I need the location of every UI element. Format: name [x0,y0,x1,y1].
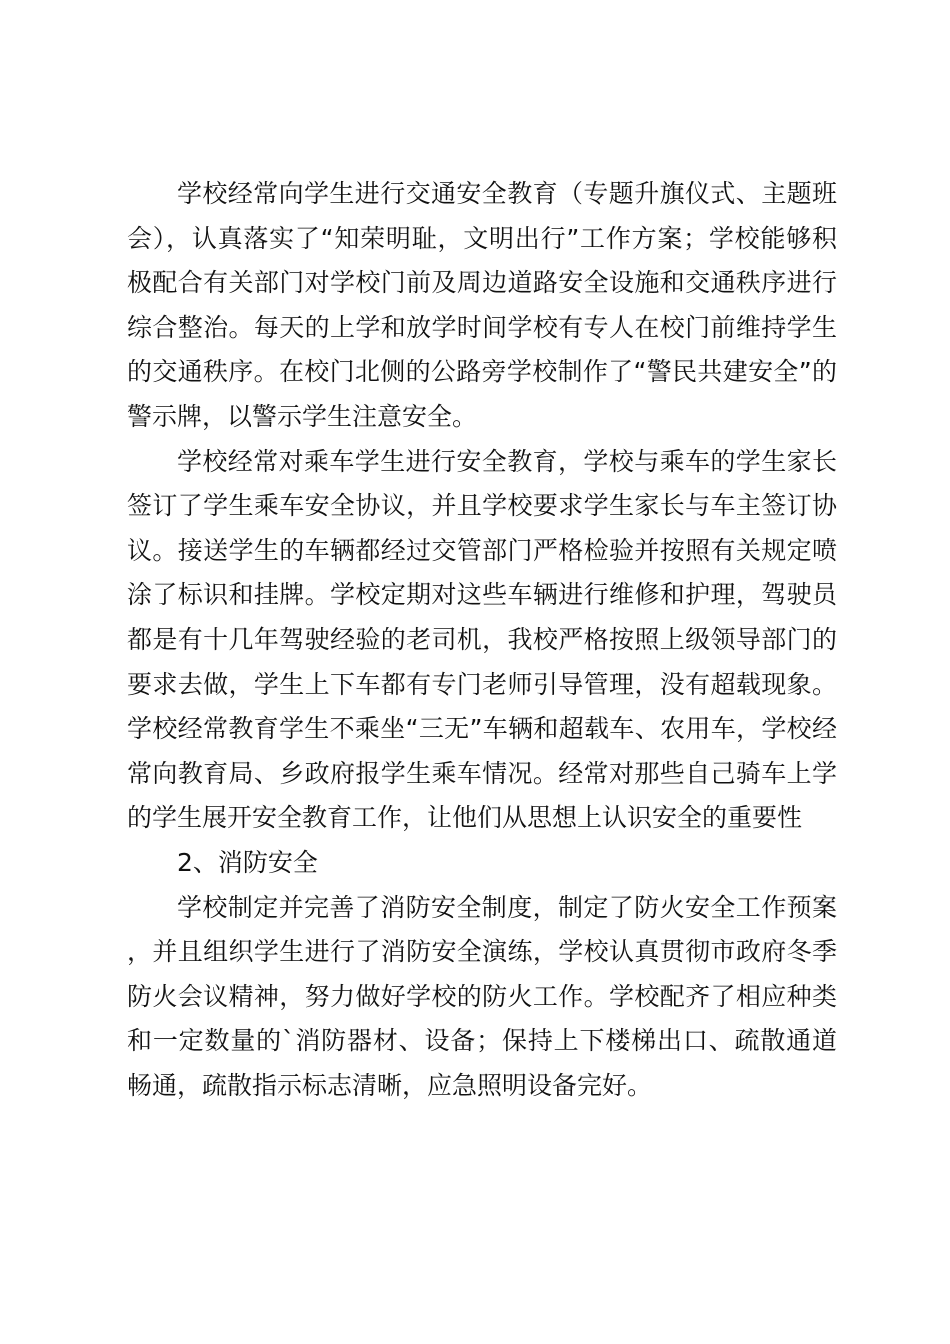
paragraph-fire-safety: 学校制定并完善了消防安全制度，制定了防火安全工作预案，并且组织学生进行了消防安全演练，学校认真贯彻市政府冬季防火会议精神，努力做好学校的防火工作。学校配齐了相应种类和一定数量的`消防器材、设备；保持上下楼梯出口、疏散通道畅通，疏散指示标志清晰，应急照明设备完好。 [127,892,837,1100]
paragraph-traffic-safety-education: 学校经常向学生进行交通安全教育（专题升旗仪式、主题班会），认真落实了“知荣明耻，文明出行”工作方案；学校能够积极配合有关部门对学校门前及周边道路安全设施和交通秩序进行综合整治。每天的上学和放学时间学校有专人在校门前维持学生的交通秩序。在校门北侧的公路旁学校制作了“警民共建安全”的警示牌，以警示学生注意安全。 [127,179,837,431]
paragraph-school-bus-safety: 学校经常对乘车学生进行安全教育，学校与乘车的学生家长签订了学生乘车安全协议，并且学校要求学生家长与车主签订协议。接送学生的车辆都经过交管部门严格检验并按照有关规定喷涂了标识和挂牌。学校定期对这些车辆进行维修和护理，驾驶员都是有十几年驾驶经验的老司机，我校严格按照上级领导部门的要求去做，学生上下车都有专门老师引导管理，没有超载现象。学校经常教育学生不乘坐“三无”车辆和超载车、农用车，学校经常向教育局、乡政府报学生乘车情况。经常对那些自己骑车上学的学生展开安全教育工作，让他们从思想上认识安全的重要性 [127,446,837,833]
section-heading-fire-safety: 2、消防安全 [177,847,318,877]
document-body [127,172,837,1108]
